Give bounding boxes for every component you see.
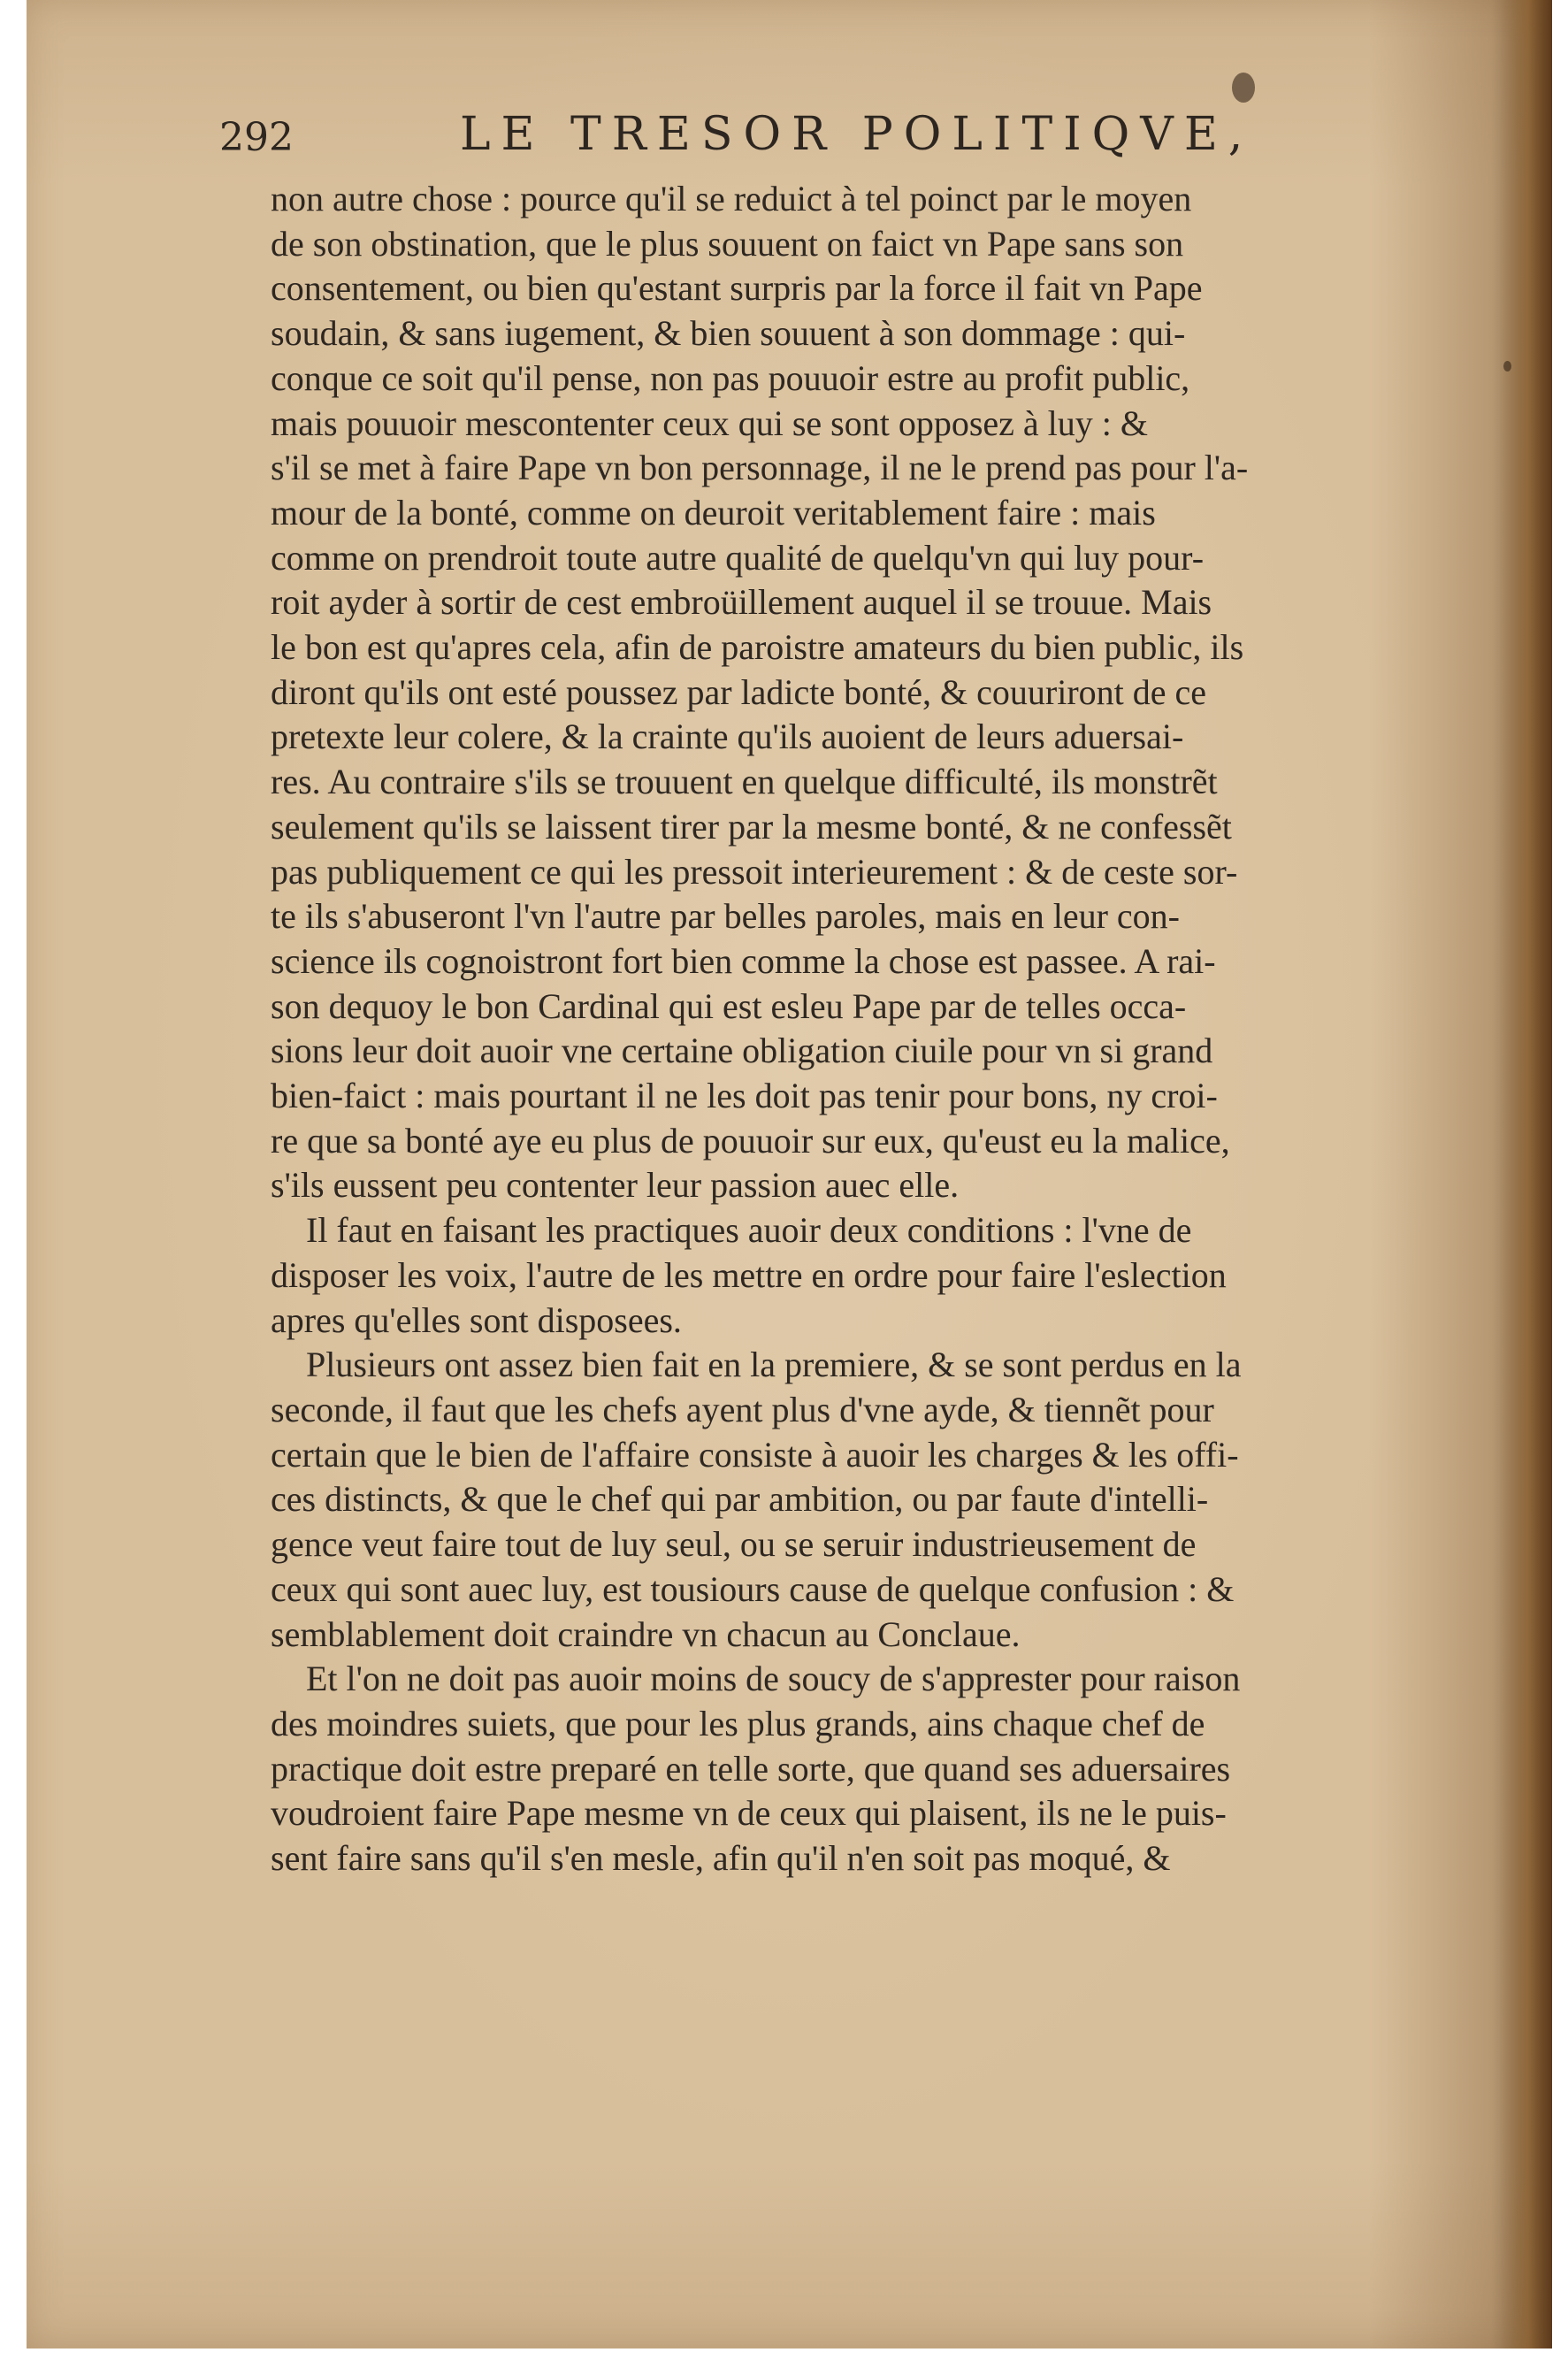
text-line: roit ayder à sortir de cest embroüillement auquel il se trouue. Mais xyxy=(271,582,1212,623)
text-line: comme on prendroit toute autre qualité de quelqu'vn qui luy pour- xyxy=(271,537,1205,578)
text-line: non autre chose : pource qu'il se reduict à tel poinct par le moyen xyxy=(271,179,1192,218)
page-number: 292 xyxy=(219,115,294,160)
ink-speck xyxy=(1503,361,1511,372)
text-line: science ils cognoistront fort bien comme la chose est passee. A rai- xyxy=(271,940,1216,981)
page-header xyxy=(219,108,1281,170)
text-line: soudain, & sans iugement, & bien souuent à son dommage : qui- xyxy=(271,313,1186,354)
text-line: apres qu'elles sont disposees. xyxy=(271,1299,682,1340)
paragraph xyxy=(271,1208,1447,1343)
text-line: Et l'on ne doit pas auoir moins de soucy de s'apprester pour raison xyxy=(306,1659,1241,1699)
text-line: son dequoy le bon Cardinal qui est esleu Pape par de telles occa- xyxy=(271,985,1187,1026)
text-line: consentement, ou bien qu'estant surpris par la force il fait vn Pape xyxy=(271,268,1203,309)
body-text xyxy=(271,177,1447,1881)
running-title: LE TRESOR POLITIQVE, xyxy=(460,108,1254,161)
paragraph xyxy=(271,1657,1447,1881)
text-line: mour de la bonté, comme on deuroit veritablement faire : mais xyxy=(271,492,1156,533)
text-line: s'ils eussent peu contenter leur passion auec elle. xyxy=(271,1165,960,1206)
text-line: certain que le bien de l'affaire consiste à auoir les charges & les offi- xyxy=(271,1434,1239,1475)
text-line: seulement qu'ils se laissent tirer par la mesme bonté, & ne confessẽt xyxy=(271,806,1232,847)
text-line: mais pouuoir mescontenter ceux qui se sont opposez à luy : & xyxy=(271,402,1149,443)
ink-stain xyxy=(1232,73,1255,103)
text-line: pretexte leur colere, & la crainte qu'ils auoient de leurs aduersai- xyxy=(271,716,1184,757)
text-line: re que sa bonté aye eu plus de pouuoir sur eux, qu'eust eu la malice, xyxy=(271,1120,1230,1161)
text-line: te ils s'abuseront l'vn l'autre par belles paroles, mais en leur con- xyxy=(271,896,1180,937)
text-line: Plusieurs ont assez bien fait en la premiere, & se sont perdus en la xyxy=(306,1345,1242,1385)
text-line: semblablement doit craindre vn chacun au Conclaue. xyxy=(271,1613,1021,1654)
text-line: le bon est qu'apres cela, afin de paroistre amateurs du bien public, ils xyxy=(271,627,1244,668)
text-line: voudroient faire Pape mesme vn de ceux qui plaisent, ils ne le puis- xyxy=(271,1793,1227,1834)
paragraph xyxy=(271,1343,1447,1657)
text-line: conque ce soit qu'il pense, non pas pouuoir estre au profit public, xyxy=(271,357,1190,398)
text-line: res. Au contraire s'ils se trouuent en quelque difficulté, ils monstrẽt xyxy=(271,762,1218,802)
text-line: s'il se met à faire Pape vn bon personnage, il ne le prend pas pour l'a- xyxy=(271,448,1249,488)
text-line: ceux qui sont auec luy, est tousiours cause de quelque confusion : & xyxy=(271,1568,1235,1609)
text-line: disposer les voix, l'autre de les mettre en ordre pour faire l'eslection xyxy=(271,1254,1227,1295)
text-line: des moindres suiets, que pour les plus grands, ains chaque chef de xyxy=(271,1703,1205,1743)
text-line: practique doit estre preparé en telle sorte, que quand ses aduersaires xyxy=(271,1748,1231,1789)
text-line: sent faire sans qu'il s'en mesle, afin qu'il n'en soit pas moqué, & xyxy=(271,1838,1171,1879)
book-gutter-shadow xyxy=(1499,0,1552,2349)
text-line: seconde, il faut que les chefs ayent plus d'vne ayde, & tiennẽt pour xyxy=(271,1389,1214,1429)
text-line: diront qu'ils ont esté poussez par ladicte bonté, & couuriront de ce xyxy=(271,671,1207,712)
text-line: pas publiquement ce qui les pressoit interieurement : & de ceste sor- xyxy=(271,851,1238,892)
text-line: gence veut faire tout de luy seul, ou se seruir industrieusement de xyxy=(271,1524,1197,1565)
text-line: bien-faict : mais pourtant il ne les doit pas tenir pour bons, ny croi- xyxy=(271,1076,1218,1116)
text-line: ces distincts, & que le chef qui par ambition, ou par faute d'intelli- xyxy=(271,1479,1209,1520)
text-line: Il faut en faisant les practiques auoir deux conditions : l'vne de xyxy=(306,1210,1192,1251)
text-line: sions leur doit auoir vne certaine obligation ciuile pour vn si grand xyxy=(271,1031,1213,1071)
text-line: de son obstination, que le plus souuent on faict vn Pape sans son xyxy=(271,223,1184,264)
paragraph xyxy=(271,177,1447,1208)
